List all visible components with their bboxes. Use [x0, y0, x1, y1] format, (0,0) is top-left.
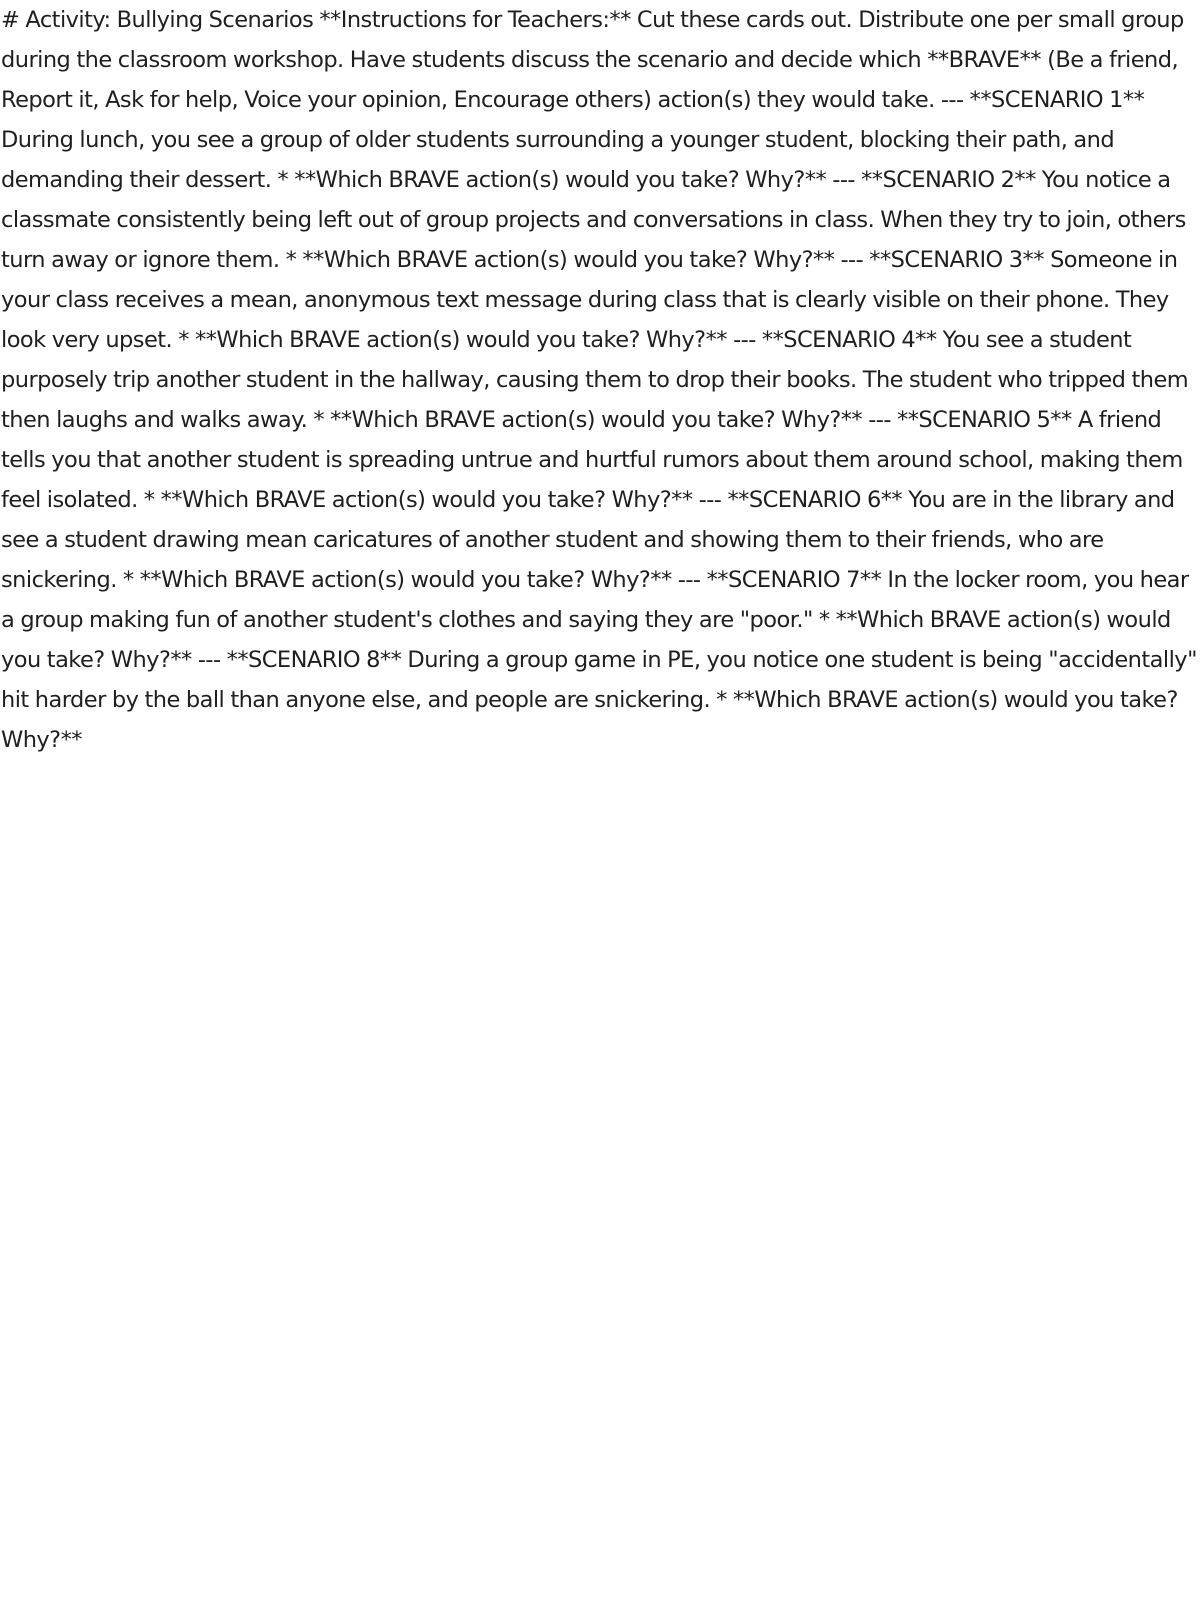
document-page	[0, 0, 1200, 760]
raw-markdown-text: # Activity: Bullying Scenarios **Instructions for Teachers:** Cut these cards out. Distribute one per small group during the classroom workshop. Have students discuss the scenario and decide which **BRAVE** (Be a friend, Report it, Ask for help, Voice your opinion, Encourage others) action(s) they would take. --- **SCENARIO 1** During lunch, you see a group of older students surrounding a younger student, blocking their path, and demanding their dessert. * **Which BRAVE action(s) would you take? Why?** --- **SCENARIO 2** You notice a classmate consistently being left out of group projects and conversations in class. When they try to join, others turn away or ignore them. * **Which BRAVE action(s) would you take? Why?** --- **SCENARIO 3** Someone in your class receives a mean, anonymous text message during class that is clearly visible on their phone. They look very upset. * **Which BRAVE action(s) would you take? Why?** --- **SCENARIO 4** You see a student purposely trip another student in the hallway, causing them to drop their books. The student who tripped them then laughs and walks away. * **Which BRAVE action(s) would you take? Why?** --- **SCENARIO 5** A friend tells you that another student is spreading untrue and hurtful rumors about them around school, making them feel isolated. * **Which BRAVE action(s) would you take? Why?** --- **SCENARIO 6** You are in the library and see a student drawing mean caricatures of another student and showing them to their friends, who are snickering. * **Which BRAVE action(s) would you take? Why?** --- **SCENARIO 7** In the locker room, you hear a group making fun of another student's clothes and saying they are "poor." * **Which BRAVE action(s) would you take? Why?** --- **SCENARIO 8** During a group game in PE, you notice one student is being "accidentally" hit harder by the ball than anyone else, and people are snickering. * **Which BRAVE action(s) would you take? Why?**	[1, 7, 1197, 753]
